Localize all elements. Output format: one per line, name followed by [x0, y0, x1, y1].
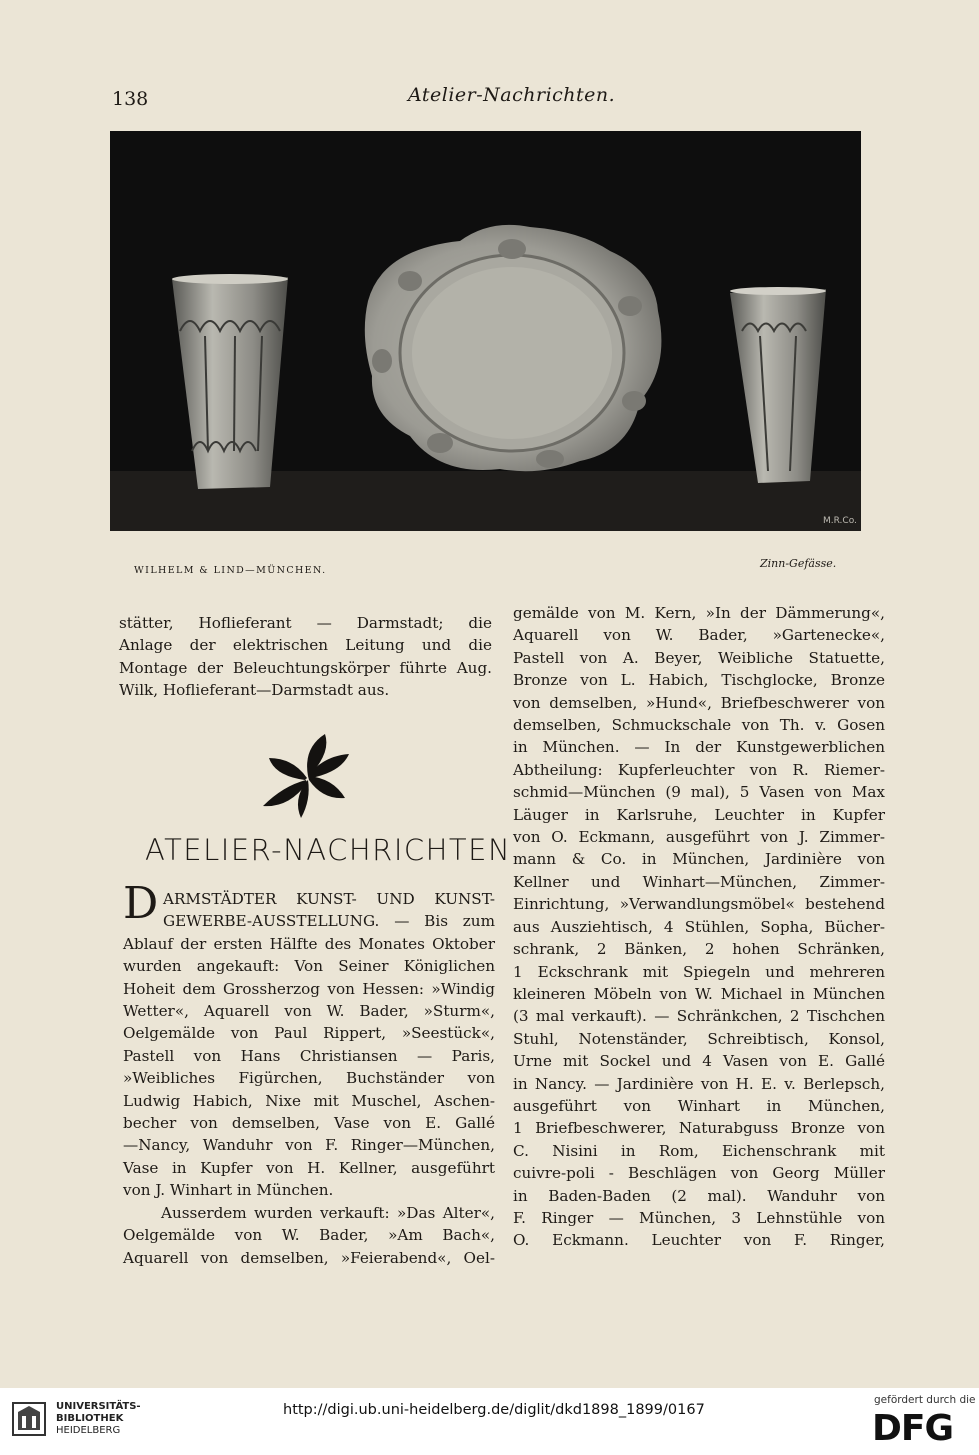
left-article [123, 888, 495, 1269]
text-line: in Baden-Baden (2 mal). Wanduhr von [513, 1186, 885, 1205]
text-line: Läuger in Karlsruhe, Leuchter in Kupfer [513, 805, 885, 824]
text-line: Einrichtung, »Verwandlungsmöbel« bestehend [513, 895, 885, 914]
text-line: gemälde von M. Kern, »In der Dämmerung«, [513, 604, 885, 622]
text-line: ausgeführt von Winhart in München, [513, 1096, 885, 1115]
text-line: Pastell von Hans Christiansen — Paris, [123, 1046, 495, 1065]
university-library-logo[interactable] [10, 1400, 48, 1438]
library-name[interactable] [56, 1401, 141, 1437]
text-line: kleineren Möbeln von W. Michael in München [513, 984, 885, 1003]
text-line: Pastell von A. Beyer, Weibliche Statuette, [513, 648, 885, 667]
digitization-footer [0, 1388, 979, 1455]
text-line: ARMSTÄDTER KUNST- UND KUNST- [163, 890, 495, 908]
text-line: O. Eckmann. Leuchter von F. Ringer, [513, 1231, 885, 1250]
text-line: Montage der Beleuchtungskörper führte Aug. [119, 658, 492, 677]
library-line: BIBLIOTHEK [56, 1413, 124, 1424]
text-line: Bronze von L. Habich, Tischglocke, Bronze [513, 671, 885, 690]
pewter-vessels-photo [110, 131, 861, 531]
text-line: Stuhl, Notenständer, Schreibtisch, Konsol, [513, 1029, 885, 1048]
text-line: Aquarell von demselben, »Feierabend«, Oel- [123, 1248, 495, 1267]
text-line: aus Ausziehtisch, 4 Stühlen, Sopha, Bücher- [513, 917, 885, 936]
permalink-url[interactable]: http://digi.ub.uni-heidelberg.de/diglit/dkd1898_1899/0167 [283, 1402, 705, 1418]
text-line: —Nancy, Wanduhr von F. Ringer—München, [123, 1136, 495, 1155]
text-line: Wilk, Hoflieferant—Darmstadt aus. [119, 681, 390, 700]
text-line: Anlage der elektrischen Leitung und die [119, 636, 492, 655]
plate-caption-right: Zinn-Gefässe. [760, 557, 837, 570]
text-line: mann & Co. in München, Jardinière von [513, 850, 885, 869]
text-line: demselben, Schmuckschale von Th. v. Gosen [513, 716, 885, 735]
running-head: Atelier-Nachrichten. [408, 84, 616, 106]
right-column [513, 602, 885, 1252]
text-line: (3 mal verkauft). — Schränkchen, 2 Tischchen [513, 1007, 885, 1026]
photo-plate [110, 131, 861, 531]
text-line: 1 Briefbeschwerer, Naturabguss Bronze von [513, 1119, 885, 1138]
text-line: cuivre-poli - Beschlägen von Georg Müller [513, 1164, 885, 1183]
dfg-logo[interactable]: DFG [872, 1408, 954, 1449]
text-line: in Nancy. — Jardinière von H. E. v. Berlepsch, [513, 1074, 885, 1093]
text-line: in München. — In der Kunstgewerblichen [513, 738, 885, 757]
text-line: Ludwig Habich, Nixe mit Muschel, Aschen- [123, 1091, 495, 1110]
text-line: von O. Eckmann, ausgeführt von J. Zimmer- [513, 828, 885, 847]
section-title: ATELIER-NACHRICHTEN. [145, 833, 522, 867]
chestnut-leaf-ornament [253, 728, 363, 820]
plate-signature: M.R.Co. [823, 516, 857, 526]
text-line: 1 Eckschrank mit Spiegeln und mehreren [513, 962, 885, 981]
library-line: HEIDELBERG [56, 1425, 121, 1436]
text-line: becher von demselben, Vase von E. Gallé [123, 1114, 495, 1133]
text-line: Wetter«, Aquarell von W. Bader, »Sturm«, [123, 1002, 495, 1021]
text-line: Ausserdem wurden verkauft: »Das Alter«, [161, 1203, 495, 1222]
text-line: schrank, 2 Bänken, 2 hohen Schränken, [513, 940, 885, 959]
text-line: Kellner und Winhart—München, Zimmer- [513, 872, 885, 891]
text-line: F. Ringer — München, 3 Lehnstühle von [513, 1208, 885, 1227]
text-line: von demselben, »Hund«, Briefbeschwerer von [513, 693, 885, 712]
left-top-paragraph [119, 612, 492, 702]
text-line: stätter, Hoflieferant — Darmstadt; die [119, 614, 492, 632]
page-number: 138 [112, 88, 149, 110]
funder-label: gefördert durch die [874, 1394, 976, 1406]
text-line: Aquarell von W. Bader, »Gartenecke«, [513, 626, 885, 645]
library-line: UNIVERSITÄTS- [56, 1401, 141, 1412]
text-line: von J. Winhart in München. [123, 1181, 334, 1200]
text-line: Ablauf der ersten Hälfte des Monates Oktober [123, 934, 495, 953]
text-line: GEWERBE-AUSSTELLUNG. — Bis zum [163, 912, 495, 931]
plate-caption-left: WILHELM & LIND—MÜNCHEN. [134, 565, 327, 576]
text-line: schmid—München (9 mal), 5 Vasen von Max [513, 783, 885, 802]
text-line: »Weibliches Figürchen, Buchständer von [123, 1069, 495, 1088]
text-line: Urne mit Sockel und 4 Vasen von E. Gallé [513, 1052, 885, 1071]
text-line: Oelgemälde von Paul Rippert, »Seestück«, [123, 1024, 495, 1043]
text-line: Hoheit dem Grossherzog von Hessen: »Windig [123, 979, 495, 998]
text-line: Vase in Kupfer von H. Kellner, ausgeführt [123, 1158, 495, 1177]
text-line: wurden angekauft: Von Seiner Königlichen [123, 957, 495, 976]
text-line: Abtheilung: Kupferleuchter von R. Riemer- [513, 760, 885, 779]
text-line: C. Nisini in Rom, Eichenschrank mit [513, 1141, 885, 1160]
text-line: Oelgemälde von W. Bader, »Am Bach«, [123, 1226, 495, 1245]
drop-cap: D [123, 878, 159, 929]
